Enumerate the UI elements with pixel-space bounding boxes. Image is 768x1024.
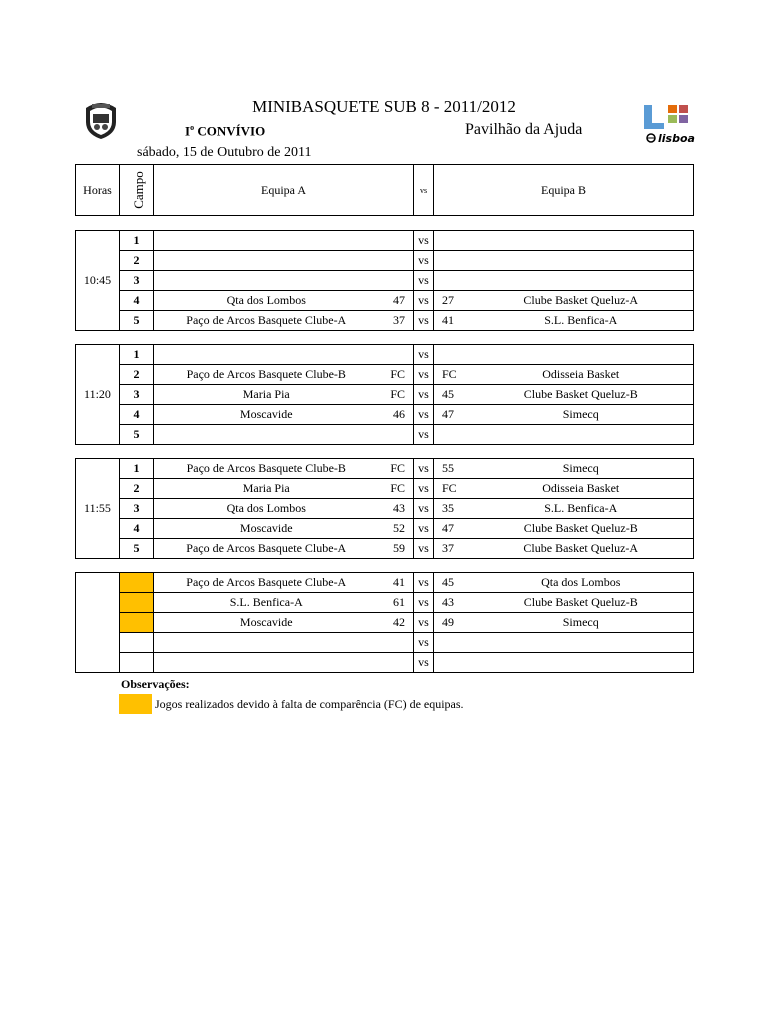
time-block: [75, 572, 694, 673]
match-row: [76, 271, 694, 291]
score-b: 43: [434, 593, 469, 613]
score-a: FC: [379, 365, 414, 385]
time-slot: 10:45: [76, 231, 120, 331]
score-a: [379, 425, 414, 445]
equipa-a-header: Equipa A: [154, 165, 414, 216]
campo-number: 1: [120, 231, 154, 251]
match-row: [76, 291, 694, 311]
team-a: Maria Pia: [154, 479, 379, 499]
team-b: [469, 271, 694, 291]
campo-number: 4: [120, 291, 154, 311]
vs-label: vs: [414, 539, 434, 559]
team-b: [469, 231, 694, 251]
score-a: FC: [379, 459, 414, 479]
team-b: Clube Basket Queluz-B: [469, 519, 694, 539]
lisboa-logo: [642, 103, 695, 145]
team-b: S.L. Benfica-A: [469, 311, 694, 331]
time-block: [75, 230, 694, 331]
fc-legend-text: Jogos realizados devido à falta de comparência (FC) de equipas.: [155, 697, 464, 711]
score-b: [434, 633, 469, 653]
vs-label: vs: [414, 251, 434, 271]
vs-label: vs: [414, 479, 434, 499]
match-row: [76, 385, 694, 405]
campo-number: 4: [120, 519, 154, 539]
vs-label: vs: [414, 633, 434, 653]
match-row: [76, 593, 694, 613]
vs-label: vs: [414, 271, 434, 291]
campo-number: [120, 613, 154, 633]
match-row: [76, 345, 694, 365]
campo-number: 5: [120, 539, 154, 559]
match-row: [76, 251, 694, 271]
team-b: [469, 345, 694, 365]
match-row: [76, 405, 694, 425]
team-a: Moscavide: [154, 613, 379, 633]
team-a: [154, 251, 379, 271]
vs-label: vs: [414, 593, 434, 613]
team-a: Paço de Arcos Basquete Clube-A: [154, 311, 379, 331]
campo-number: [120, 593, 154, 613]
score-b: 37: [434, 539, 469, 559]
match-row: [76, 573, 694, 593]
team-b: Simecq: [469, 405, 694, 425]
score-a: [379, 633, 414, 653]
team-a: Qta dos Lombos: [154, 499, 379, 519]
team-b: Simecq: [469, 459, 694, 479]
time-slot: 11:20: [76, 345, 120, 445]
vs-label: vs: [414, 573, 434, 593]
score-b: 45: [434, 573, 469, 593]
team-a: [154, 345, 379, 365]
match-row: [76, 499, 694, 519]
campo-number: [120, 653, 154, 673]
score-a: 47: [379, 291, 414, 311]
vs-label: vs: [414, 231, 434, 251]
fc-legend-swatch: [119, 694, 152, 714]
time-block: [75, 344, 694, 445]
campo-number: 1: [120, 459, 154, 479]
vs-header: vs: [414, 165, 434, 216]
campo-number: 2: [120, 479, 154, 499]
vs-label: vs: [414, 613, 434, 633]
score-a: [379, 271, 414, 291]
vs-label: vs: [414, 519, 434, 539]
score-b: 49: [434, 613, 469, 633]
team-a: Paço de Arcos Basquete Clube-B: [154, 365, 379, 385]
vs-label: vs: [414, 291, 434, 311]
team-a: [154, 271, 379, 291]
event-date: sábado, 15 de Outubro de 2011: [137, 145, 312, 160]
score-a: [379, 345, 414, 365]
time-slot: [76, 573, 120, 673]
score-a: 46: [379, 405, 414, 425]
vs-label: vs: [414, 425, 434, 445]
score-a: 41: [379, 573, 414, 593]
score-a: 52: [379, 519, 414, 539]
score-b: [434, 345, 469, 365]
team-a: Maria Pia: [154, 385, 379, 405]
campo-header: Campo: [120, 165, 154, 216]
lisboa-logo-text: lisboa: [658, 132, 695, 145]
score-a: 42: [379, 613, 414, 633]
score-b: [434, 231, 469, 251]
team-b: Clube Basket Queluz-A: [469, 291, 694, 311]
score-a: FC: [379, 479, 414, 499]
team-a: [154, 633, 379, 653]
team-b: [469, 653, 694, 673]
vs-label: vs: [414, 499, 434, 519]
page-title: MINIBASQUETE SUB 8 - 2011/2012: [252, 97, 516, 116]
score-a: 43: [379, 499, 414, 519]
score-b: FC: [434, 479, 469, 499]
score-a: FC: [379, 385, 414, 405]
campo-number: 3: [120, 385, 154, 405]
vs-label: vs: [414, 345, 434, 365]
score-a: [379, 251, 414, 271]
team-b: [469, 251, 694, 271]
campo-number: [120, 633, 154, 653]
score-b: [434, 251, 469, 271]
team-b: Qta dos Lombos: [469, 573, 694, 593]
score-a: 37: [379, 311, 414, 331]
campo-number: 5: [120, 425, 154, 445]
score-b: [434, 425, 469, 445]
team-a: Paço de Arcos Basquete Clube-A: [154, 573, 379, 593]
horas-header: Horas: [76, 165, 120, 216]
match-row: [76, 365, 694, 385]
campo-number: 3: [120, 499, 154, 519]
match-row: [76, 311, 694, 331]
match-row: [76, 539, 694, 559]
score-b: 41: [434, 311, 469, 331]
match-row: [76, 633, 694, 653]
team-b: Clube Basket Queluz-B: [469, 385, 694, 405]
team-a: Qta dos Lombos: [154, 291, 379, 311]
team-a: S.L. Benfica-A: [154, 593, 379, 613]
match-row: [76, 231, 694, 251]
score-a: [379, 231, 414, 251]
team-a: [154, 653, 379, 673]
team-b: Odisseia Basket: [469, 479, 694, 499]
score-b: [434, 271, 469, 291]
campo-number: 5: [120, 311, 154, 331]
vs-label: vs: [414, 459, 434, 479]
time-block: [75, 458, 694, 559]
column-header: [75, 164, 694, 216]
campo-number: 3: [120, 271, 154, 291]
team-b: Odisseia Basket: [469, 365, 694, 385]
team-a: Moscavide: [154, 405, 379, 425]
match-row: [76, 425, 694, 445]
campo-number: 4: [120, 405, 154, 425]
campo-number: 2: [120, 251, 154, 271]
observations-label: Observações:: [121, 677, 190, 691]
score-a: [379, 653, 414, 673]
vs-label: vs: [414, 311, 434, 331]
vs-label: vs: [414, 653, 434, 673]
team-b: Clube Basket Queluz-A: [469, 539, 694, 559]
campo-number: [120, 573, 154, 593]
team-b: Clube Basket Queluz-B: [469, 593, 694, 613]
equipa-b-header: Equipa B: [434, 165, 694, 216]
vs-label: vs: [414, 405, 434, 425]
score-b: 47: [434, 405, 469, 425]
team-b: [469, 633, 694, 653]
team-b: S.L. Benfica-A: [469, 499, 694, 519]
convivio-label: $I^o$ CONVÍVIO: [185, 123, 266, 139]
score-b: 47: [434, 519, 469, 539]
team-a: [154, 231, 379, 251]
match-row: [76, 519, 694, 539]
team-a: [154, 425, 379, 445]
team-a: Paço de Arcos Basquete Clube-A: [154, 539, 379, 559]
score-b: 45: [434, 385, 469, 405]
venue-name: Pavilhão da Ajuda: [465, 121, 583, 138]
team-b: Simecq: [469, 613, 694, 633]
score-b: [434, 653, 469, 673]
score-a: 59: [379, 539, 414, 559]
team-a: Moscavide: [154, 519, 379, 539]
time-slot: 11:55: [76, 459, 120, 559]
vs-label: vs: [414, 365, 434, 385]
vs-label: vs: [414, 385, 434, 405]
match-row: [76, 653, 694, 673]
score-b: 55: [434, 459, 469, 479]
match-row: [76, 459, 694, 479]
team-a: Paço de Arcos Basquete Clube-B: [154, 459, 379, 479]
score-b: 27: [434, 291, 469, 311]
score-b: FC: [434, 365, 469, 385]
campo-number: 2: [120, 365, 154, 385]
team-b: [469, 425, 694, 445]
score-b: 35: [434, 499, 469, 519]
match-row: [76, 613, 694, 633]
score-a: 61: [379, 593, 414, 613]
match-row: [76, 479, 694, 499]
campo-number: 1: [120, 345, 154, 365]
